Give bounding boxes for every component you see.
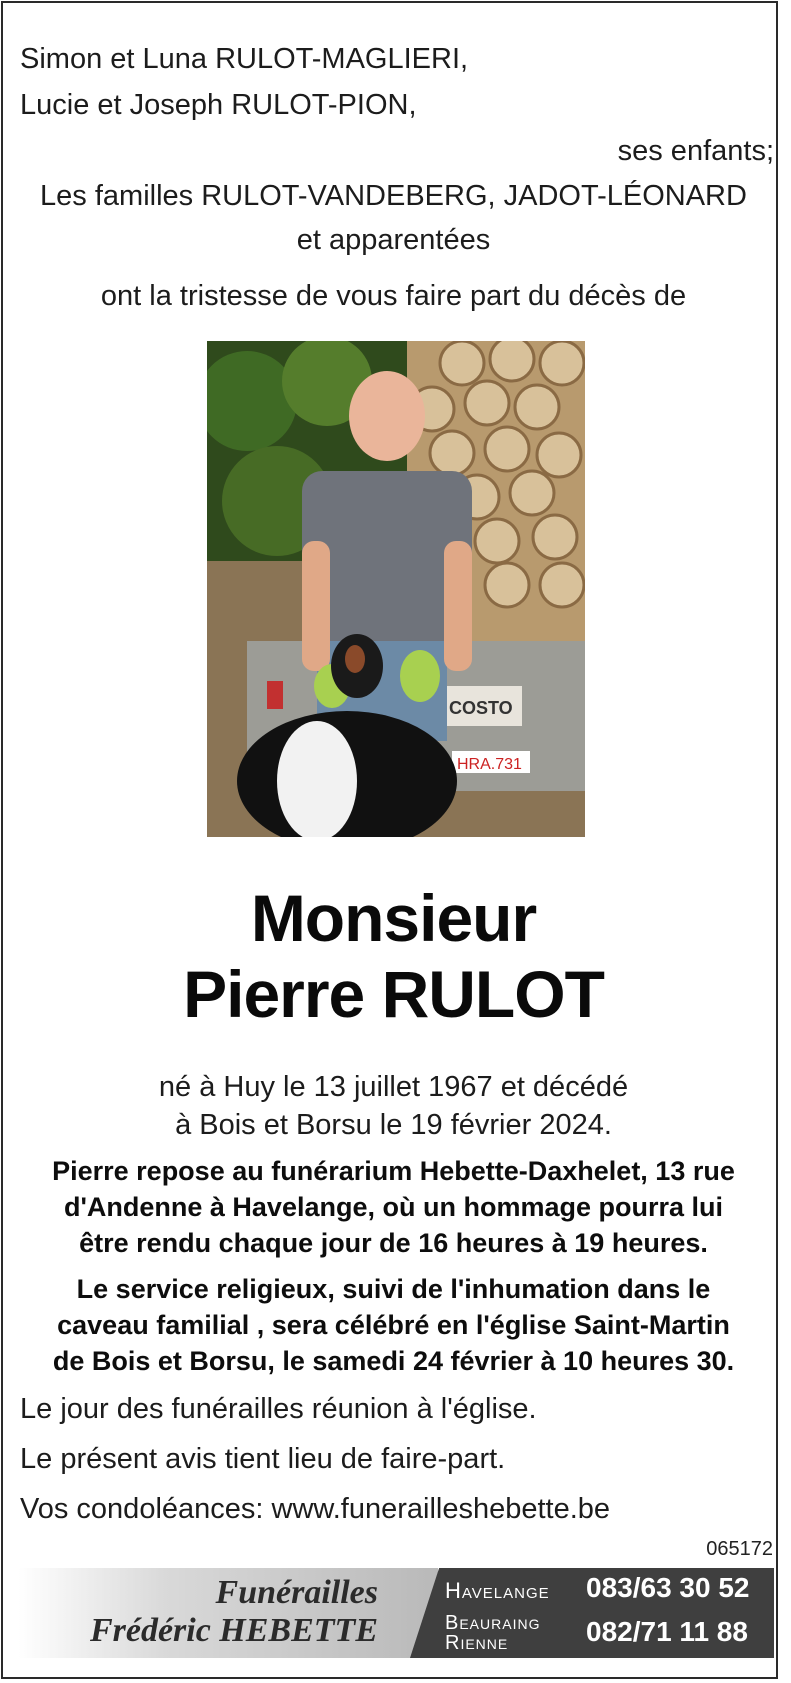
birth-line: né à Huy le 13 juillet 1967 et décédé [158,1071,629,1103]
family-line-4: Les familles RULOT-VANDEBERG, JADOT-LÉONARD [40,180,747,212]
location-rienne: Rienne [445,1632,509,1654]
deceased-photo [207,341,585,837]
repose-line-2: d'Andenne à Havelange, où un hommage pourra lui [63,1192,723,1222]
company-name-line-2: Frédéric HEBETTE [89,1612,378,1649]
location-havelange: Havelange [445,1578,550,1603]
family-line-3: ses enfants; [617,135,774,167]
funeral-home-banner [18,1568,774,1658]
avis-line: Le présent avis tient lieu de faire-part. [20,1443,506,1475]
reunion-line: Le jour des funérailles réunion à l'église. [20,1393,537,1425]
deceased-title: Monsieur [250,881,537,955]
plate-text: HRA.731 [457,756,522,773]
family-line-2: Lucie et Joseph RULOT-PION, [20,89,417,121]
condoleances-line: Vos condoléances: www.funerailleshebette.be [20,1493,611,1525]
service-line-1: Le service religieux, suivi de l'inhumation dans le [76,1274,711,1304]
family-line-5: et apparentées [296,224,491,256]
repose-line-1: Pierre repose au funérarium Hebette-Daxhelet, 13 rue [52,1156,735,1186]
announcement-line: ont la tristesse de vous faire part du décès de [100,280,687,312]
trailer-sign-text: COSTO [449,698,513,718]
deceased-name: Pierre RULOT [183,957,604,1031]
repose-line-3: être rendu chaque jour de 16 heures à 19 heures. [79,1228,708,1258]
service-line-3: de Bois et Borsu, le samedi 24 février à 10 heures 30. [52,1346,735,1376]
service-line-2: caveau familial , sera célébré en l'église Saint-Martin [57,1310,730,1340]
company-name-line-1: Funérailles [215,1574,378,1611]
phone-beauraing: 082/71 11 88 [586,1616,748,1647]
family-line-1: Simon et Luna RULOT-MAGLIERI, [20,43,469,75]
notice-code: 065172 [706,1538,773,1560]
death-line: à Bois et Borsu le 19 février 2024. [175,1109,612,1141]
phone-havelange: 083/63 30 52 [586,1572,750,1603]
location-beauraing: Beauraing [445,1612,541,1634]
